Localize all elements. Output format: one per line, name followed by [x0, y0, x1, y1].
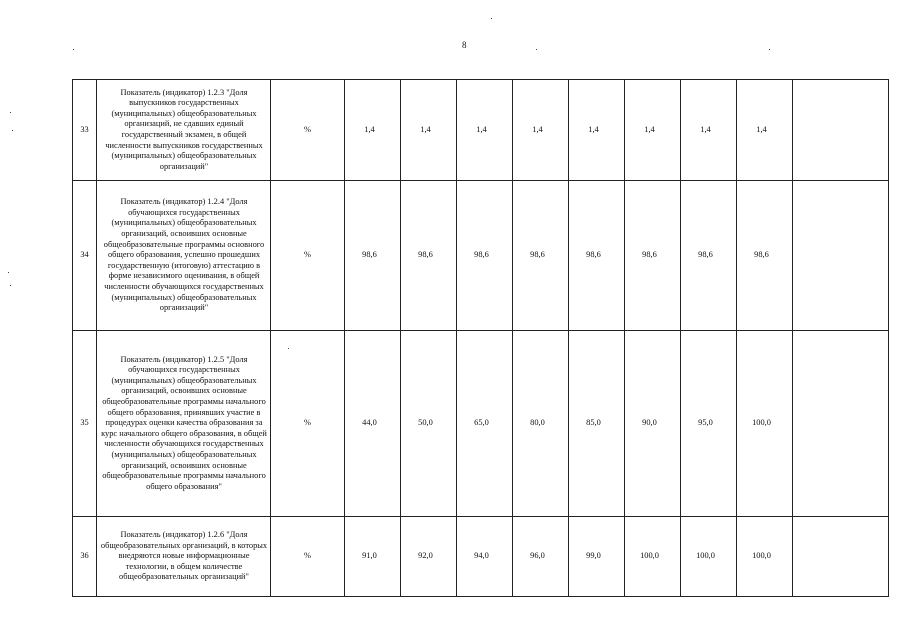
- value-cell: 99,0: [569, 517, 625, 597]
- value-cell: 98,6: [681, 181, 737, 331]
- empty-cell: [793, 181, 889, 331]
- value-cell: 98,6: [625, 181, 681, 331]
- value-cell: 92,0: [401, 517, 457, 597]
- value-cell: 98,6: [457, 181, 513, 331]
- value-cell: 100,0: [625, 517, 681, 597]
- scan-speck: [536, 49, 537, 50]
- value-cell: 95,0: [681, 331, 737, 517]
- value-cell: 98,6: [401, 181, 457, 331]
- table-row: [73, 331, 889, 517]
- empty-cell: [793, 517, 889, 597]
- table-row: [73, 80, 889, 181]
- scan-speck: [8, 272, 9, 273]
- value-cell: 1,4: [345, 80, 401, 181]
- row-number: 33: [73, 80, 97, 181]
- value-cell: 100,0: [737, 517, 793, 597]
- value-cell: 65,0: [457, 331, 513, 517]
- value-cell: 98,6: [569, 181, 625, 331]
- value-cell: 98,6: [345, 181, 401, 331]
- value-cell: 44,0: [345, 331, 401, 517]
- value-cell: 100,0: [737, 331, 793, 517]
- value-cell: 1,4: [513, 80, 569, 181]
- scan-speck: [73, 49, 74, 50]
- unit-cell: %: [271, 80, 345, 181]
- indicator-description: Показатель (индикатор) 1.2.5 "Доля обучающихся государственных (муниципальных) общеобразовательных организаций, освоивших основные общеобразовательные программы начального общего образования, принявших участие в процедурах оценки качества образования за курс начального общего образования, в общей численности обучающихся государственных (муниципальных) общеобразовательных организаций, освоивших основные общеобразовательные программы начального общего образования": [97, 331, 271, 517]
- value-cell: 98,6: [737, 181, 793, 331]
- indicator-description: Показатель (индикатор) 1.2.4 "Доля обучающихся государственных (муниципальных) общеобразовательных организаций, освоивших основные общеобразовательные программы основного общего образования, успешно прошедших государственную (итоговую) аттестацию в форме независимого оценивания, в общей численности обучающихся государственных (муниципальных) общеобразовательных организаций": [97, 181, 271, 331]
- row-number: 36: [73, 517, 97, 597]
- value-cell: 100,0: [681, 517, 737, 597]
- value-cell: 96,0: [513, 517, 569, 597]
- indicators-table: [72, 79, 889, 597]
- scan-speck: [769, 49, 770, 50]
- unit-cell: %: [271, 517, 345, 597]
- table-row: [73, 517, 889, 597]
- value-cell: 90,0: [625, 331, 681, 517]
- scan-speck: [491, 18, 492, 19]
- value-cell: 85,0: [569, 331, 625, 517]
- value-cell: 94,0: [457, 517, 513, 597]
- value-cell: 1,4: [457, 80, 513, 181]
- indicator-description: Показатель (индикатор) 1.2.6 "Доля общеобразовательных организаций, в которых внедряются новые информационные технологии, в общем количестве общеобразовательных организаций": [97, 517, 271, 597]
- value-cell: 98,6: [513, 181, 569, 331]
- indicator-description: Показатель (индикатор) 1.2.3 "Доля выпускников государственных (муниципальных) общеобразовательных организаций, не сдавших единый государственный экзамен, в общей численности выпускников государственных (муниципальных) общеобразовательных организаций": [97, 80, 271, 181]
- value-cell: 50,0: [401, 331, 457, 517]
- value-cell: 80,0: [513, 331, 569, 517]
- page-number: 8: [462, 40, 467, 50]
- scan-speck: [10, 112, 11, 113]
- row-number: 34: [73, 181, 97, 331]
- table-row: [73, 181, 889, 331]
- unit-cell: %: [271, 181, 345, 331]
- value-cell: 1,4: [625, 80, 681, 181]
- value-cell: 1,4: [737, 80, 793, 181]
- value-cell: 1,4: [681, 80, 737, 181]
- value-cell: 91,0: [345, 517, 401, 597]
- empty-cell: [793, 80, 889, 181]
- empty-cell: [793, 331, 889, 517]
- unit-cell: %: [271, 331, 345, 517]
- value-cell: 1,4: [569, 80, 625, 181]
- scan-speck: [12, 130, 13, 131]
- value-cell: 1,4: [401, 80, 457, 181]
- scan-speck: [10, 285, 11, 286]
- row-number: 35: [73, 331, 97, 517]
